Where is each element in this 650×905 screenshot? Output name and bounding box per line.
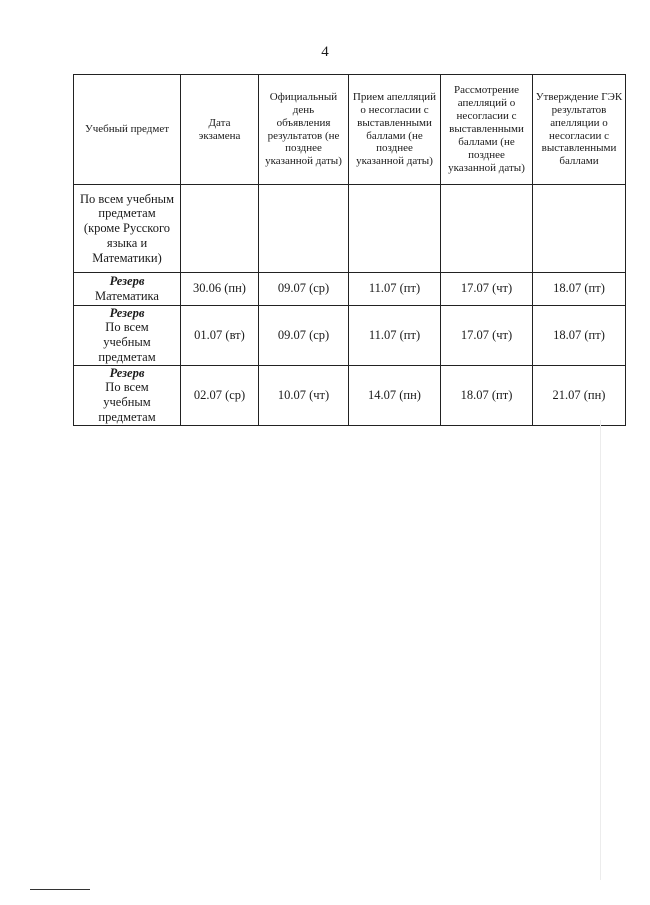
results-date-cell bbox=[259, 185, 349, 273]
appeal-review-cell bbox=[441, 185, 533, 273]
appeal-review-cell: 18.07 (пт) bbox=[441, 365, 533, 425]
page-number: 4 bbox=[321, 44, 329, 60]
appeal-review-cell: 17.07 (чт) bbox=[441, 273, 533, 306]
table-row bbox=[74, 185, 626, 273]
footnote-separator bbox=[30, 889, 90, 890]
reserve-label: Резерв bbox=[109, 305, 145, 320]
gek-approval-cell: 18.07 (пт) bbox=[533, 305, 626, 365]
subject-cell bbox=[74, 305, 181, 365]
gek-approval-cell: 21.07 (пн) bbox=[533, 365, 626, 425]
table-row bbox=[74, 365, 626, 425]
reserve-label: Резерв bbox=[109, 365, 145, 380]
subject-cell bbox=[74, 273, 181, 306]
appeal-accept-cell: 11.07 (пт) bbox=[349, 273, 441, 306]
exam-schedule-table bbox=[73, 74, 626, 426]
header-gek-approval: Утверждение ГЭК результатов апелляции о несогласии с выставленными баллами bbox=[533, 75, 626, 185]
subject-name: По всем учебным предметам bbox=[98, 380, 156, 424]
reserve-label: Резерв bbox=[109, 274, 145, 288]
appeal-accept-cell: 14.07 (пн) bbox=[349, 365, 441, 425]
subject-cell bbox=[74, 185, 181, 273]
exam-date-cell bbox=[181, 185, 259, 273]
header-results-date: Официальный день объявления результатов (не позднее указанной даты) bbox=[259, 75, 349, 185]
exam-date-cell: 30.06 (пн) bbox=[181, 273, 259, 306]
header-appeal-review: Рассмотрение апелляций о несогласии с выставленными баллами (не позднее указанной даты) bbox=[441, 75, 533, 185]
subject-cell bbox=[74, 365, 181, 425]
subject-name: По всем учебным предметам (кроме Русского языка и Математики) bbox=[80, 191, 174, 265]
subject-name: Математика bbox=[95, 288, 159, 303]
results-date-cell: 09.07 (ср) bbox=[259, 305, 349, 365]
header-exam-date: Дата экзамена bbox=[181, 75, 259, 185]
table-row bbox=[74, 305, 626, 365]
appeal-review-cell: 17.07 (чт) bbox=[441, 305, 533, 365]
subject-name: По всем учебным предметам bbox=[98, 320, 156, 364]
table-header-row bbox=[74, 75, 626, 185]
exam-date-cell: 02.07 (ср) bbox=[181, 365, 259, 425]
exam-date-cell: 01.07 (вт) bbox=[181, 305, 259, 365]
header-subject: Учебный предмет bbox=[74, 75, 181, 185]
appeal-accept-cell: 11.07 (пт) bbox=[349, 305, 441, 365]
scan-artifact-line bbox=[600, 420, 601, 880]
header-appeal-accept: Прием апелляций о несогласии с выставленными баллами (не позднее указанной даты) bbox=[349, 75, 441, 185]
appeal-accept-cell bbox=[349, 185, 441, 273]
results-date-cell: 09.07 (ср) bbox=[259, 273, 349, 306]
gek-approval-cell: 18.07 (пт) bbox=[533, 273, 626, 306]
gek-approval-cell bbox=[533, 185, 626, 273]
results-date-cell: 10.07 (чт) bbox=[259, 365, 349, 425]
table-row bbox=[74, 273, 626, 306]
